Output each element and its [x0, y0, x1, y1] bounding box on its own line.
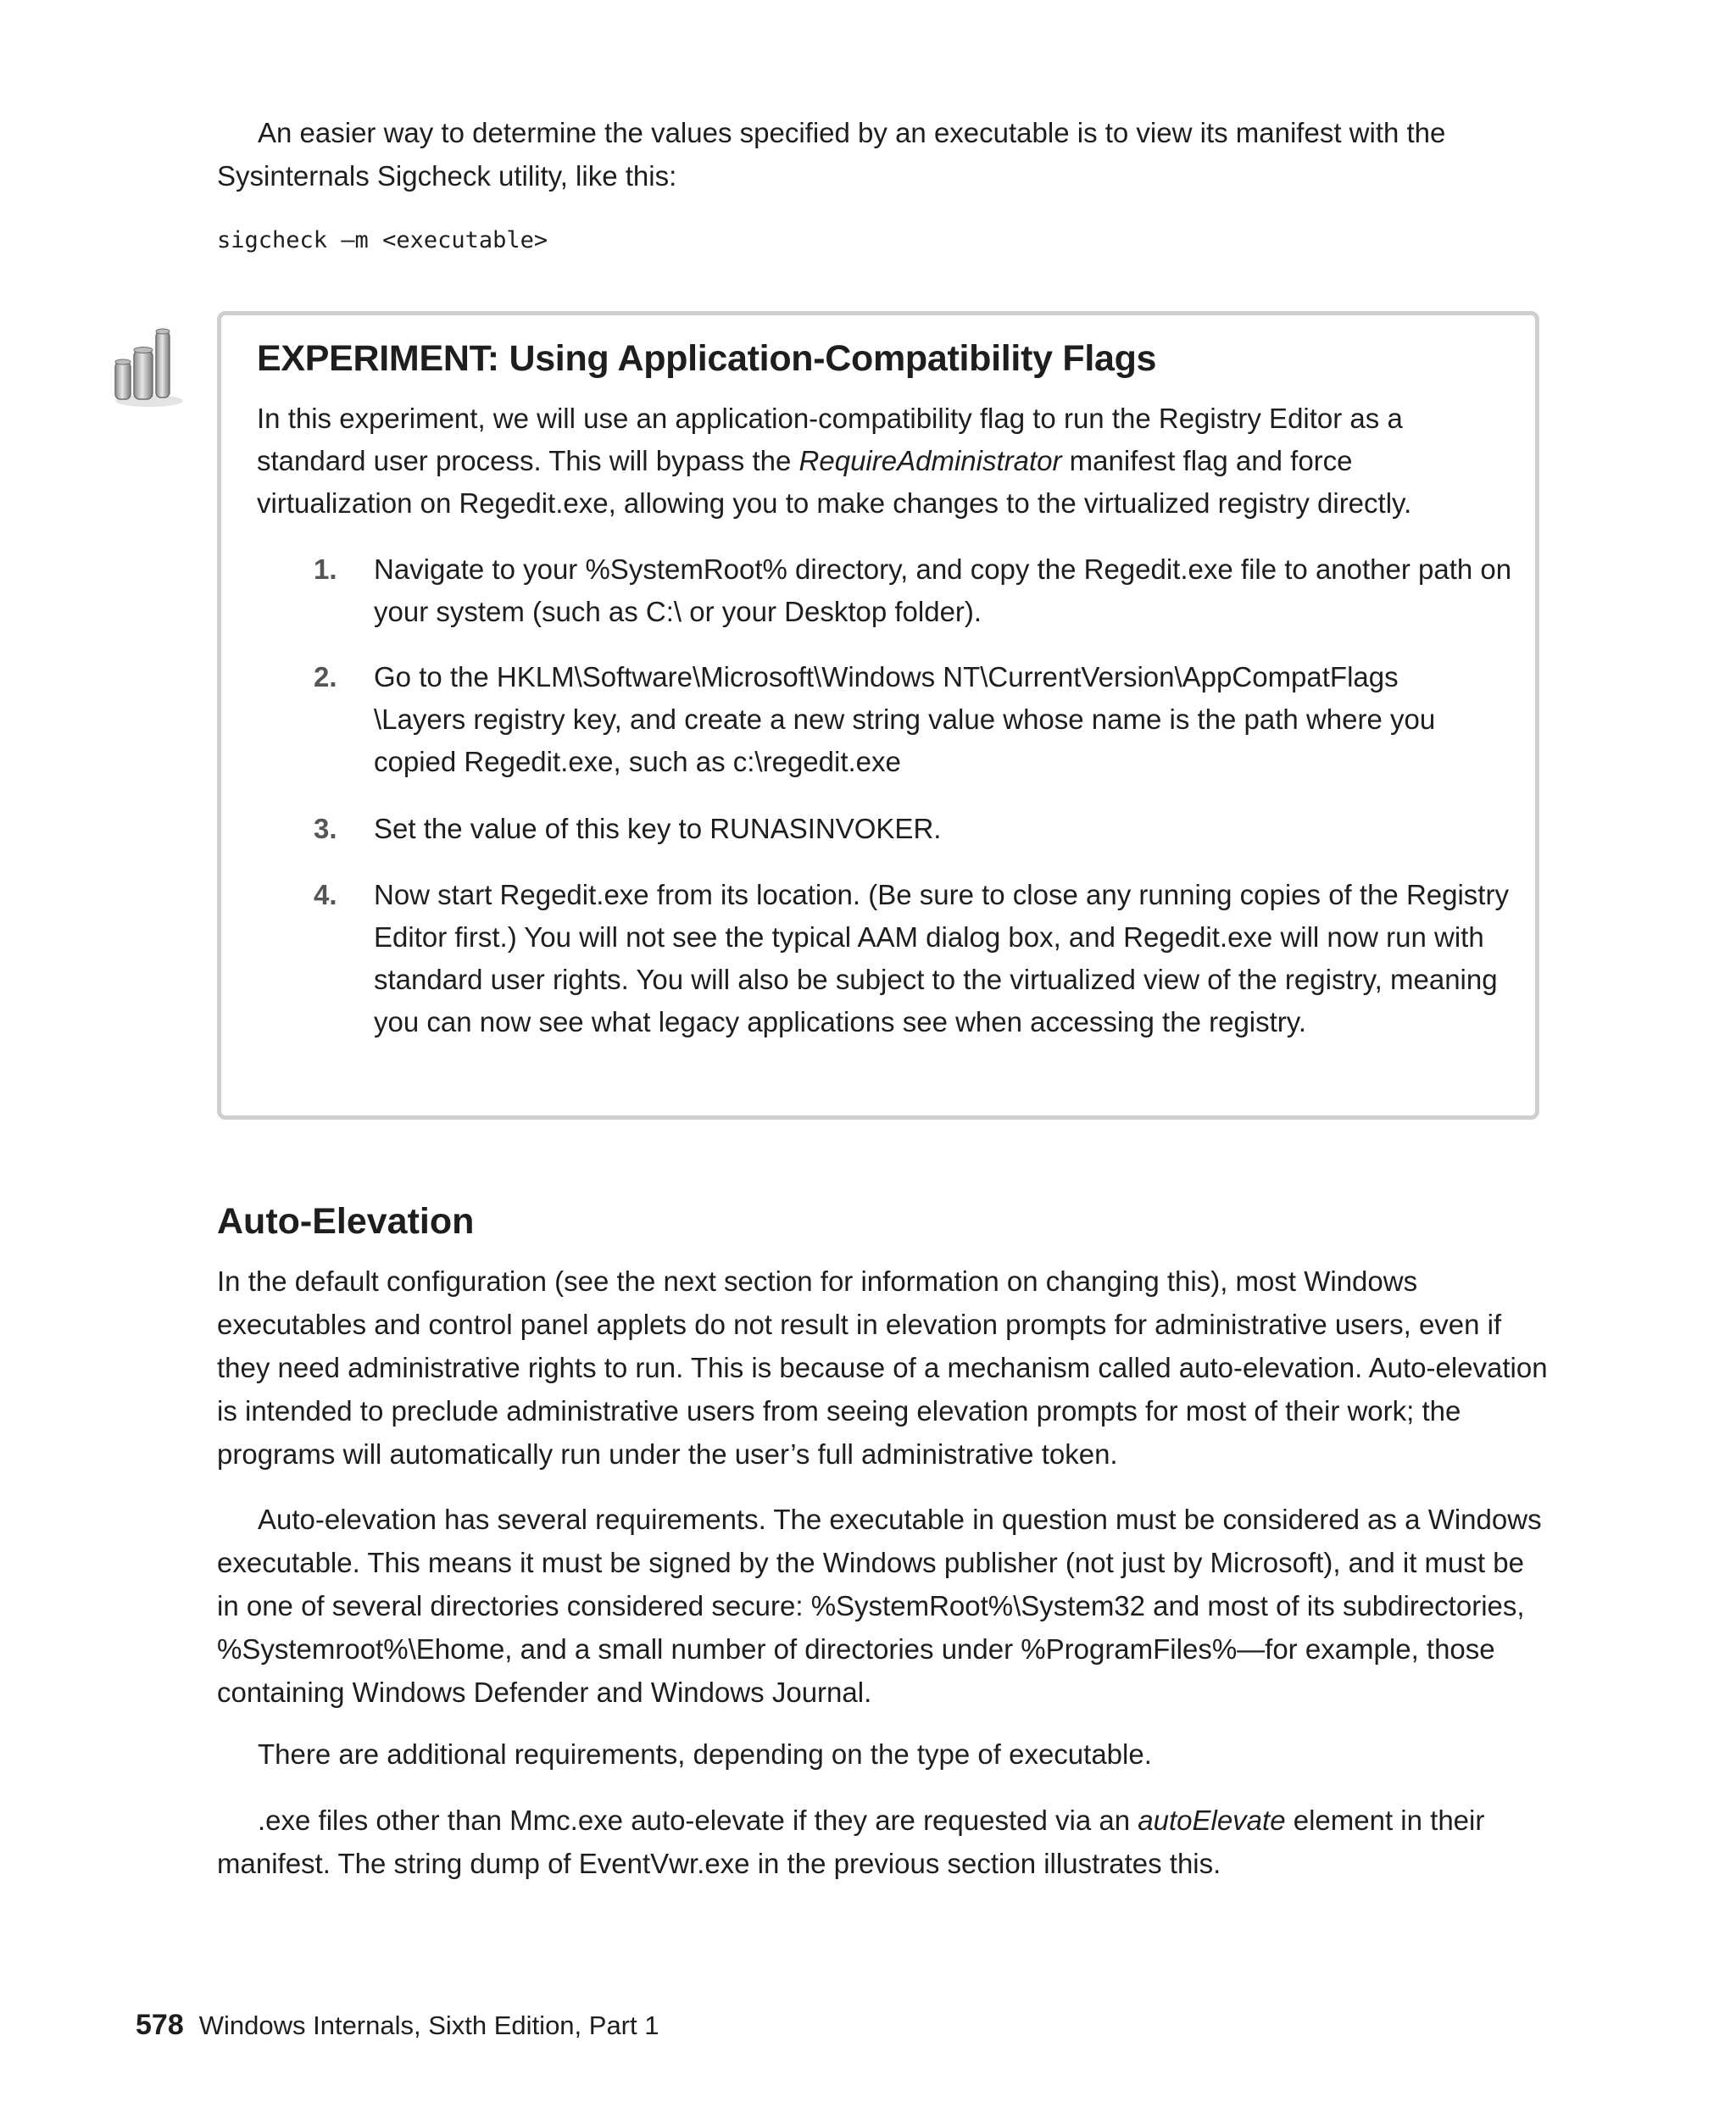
body-paragraph: Auto-elevation has several requirements. The executable in question must be considered as a Windows executable. This means it must be signed by the Windows publisher (not just by Microsoft), and it must be in one of several directories considered secure: %SystemRoot%\System32 and most of its subdirectories, %Systemroot%\Ehome, and a small number of directories under %ProgramFiles%—for example, those containing Windows Defender and Windows Journal. — [217, 1504, 1542, 1708]
page-number: 578 — [136, 2009, 184, 2041]
experiment-beakers-icon — [108, 326, 185, 411]
experiment-intro — [257, 398, 1511, 525]
body-paragraph: There are additional requirements, depending on the type of executable. — [258, 1738, 1152, 1770]
step-number: 3. — [314, 813, 337, 844]
intro-paragraph: An easier way to determine the values specified by an executable is to view its manifest with the Sysinternals Sigcheck utility, like this: — [217, 117, 1446, 192]
body-italic: autoElevate — [1138, 1805, 1286, 1836]
step-text: Go to the HKLM\Software\Microsoft\Windows NT\CurrentVersion\AppCompatFlags \Layers registry key, and create a new string value whose name is the path where you copied Regedit.exe, such as c:\regedit.exe — [374, 661, 1436, 777]
experiment-step — [314, 656, 1517, 783]
code-snippet: sigcheck –m <executable> — [217, 227, 548, 253]
step-text: Navigate to your %SystemRoot% directory, and copy the Regedit.exe file to another path on your system (such as C:\ or your Desktop folder). — [374, 553, 1512, 627]
step-text: Now start Regedit.exe from its location. (Be sure to close any running copies of the Registry Editor first.) You will not see the typical AAM dialog box, and Regedit.exe will now run with standard user rights. You will also be subject to the virtualized view of the registry, meaning you can now see what legacy applications see when accessing the registry. — [374, 879, 1509, 1037]
step-number: 1. — [314, 553, 337, 585]
body-paragraph — [217, 1799, 1548, 1885]
experiment-title: EXPERIMENT: Using Application-Compatibility Flags — [257, 338, 1157, 379]
book-title: Windows Internals, Sixth Edition, Part 1 — [198, 2011, 659, 2040]
experiment-intro-text: In this experiment, we will use an application-compatibility flag to run the Registry Editor as a standard user process. This will bypass the — [257, 403, 1403, 476]
experiment-step — [314, 548, 1517, 633]
experiment-intro-italic: RequireAdministrator — [798, 445, 1062, 476]
body-text: .exe files other than Mmc.exe auto-elevate if they are requested via an — [258, 1805, 1138, 1836]
section-heading: Auto-Elevation — [217, 1201, 475, 1242]
step-text: Set the value of this key to RUNASINVOKER. — [374, 813, 942, 844]
body-paragraph: In the default configuration (see the next section for information on changing this), most Windows executables and control panel applets do not result in elevation prompts for administrative users, even if they need administrative rights to run. This is because of a mechanism called auto-elevation. Auto-elevation is intended to preclude administrative users from seeing elevation prompts for most of their work; the programs will automatically run under the user’s full administrative token. — [217, 1265, 1548, 1470]
experiment-step — [314, 808, 1517, 850]
experiment-step — [314, 874, 1517, 1043]
experiment-intro-text-end: manifest flag and force virtualization on Regedit.exe, allowing you to make changes to the virtualized registry directly. — [257, 445, 1412, 519]
step-number: 4. — [314, 879, 337, 910]
body-text-end: element in their manifest. The string dump of EventVwr.exe in the previous section illustrates this. — [217, 1805, 1485, 1879]
step-number: 2. — [314, 661, 337, 692]
page-footer — [136, 2009, 659, 2042]
